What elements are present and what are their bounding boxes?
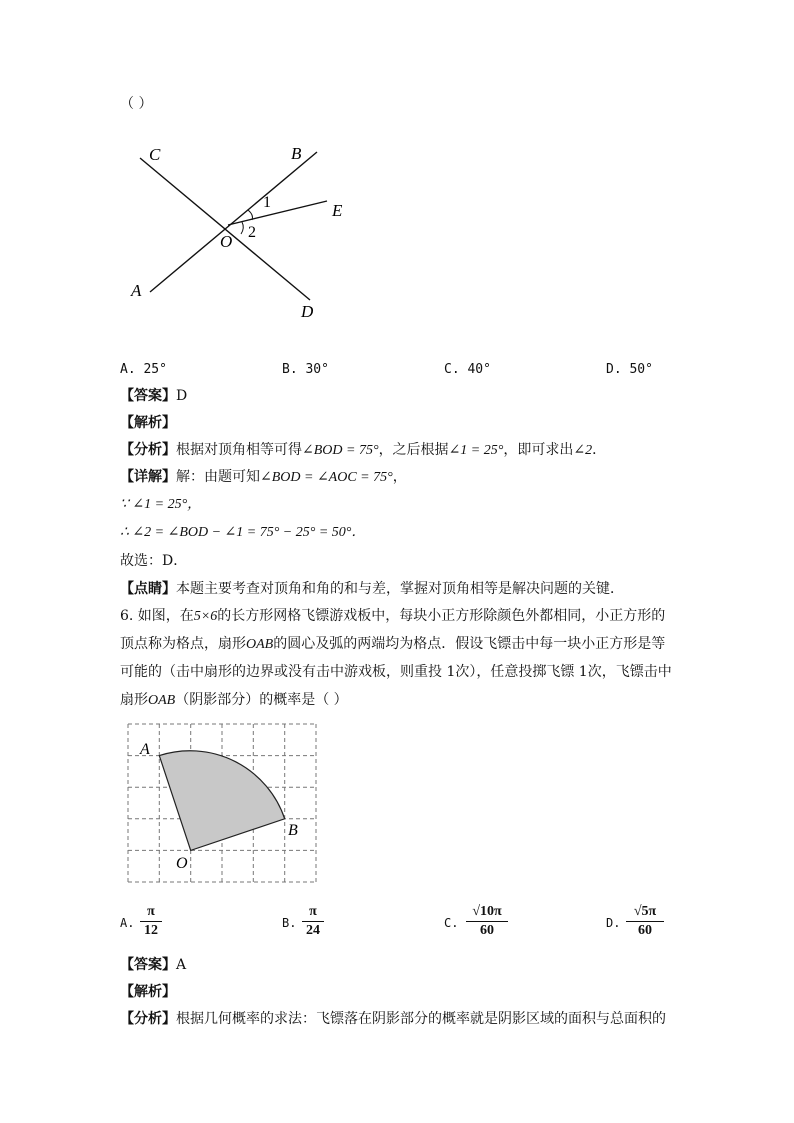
q6-answer: 【答案】A bbox=[120, 957, 187, 973]
q5-therefore-line: ∴ ∠2 = ∠BOD − ∠1 = 75° − 25° = 50°． bbox=[120, 525, 366, 540]
label-o: O bbox=[220, 232, 233, 251]
q6-option-a-fraction: π 12 bbox=[140, 904, 162, 939]
label-c: C bbox=[149, 145, 161, 164]
angle-arc-2 bbox=[241, 222, 243, 234]
q5-option-d: D. 50° bbox=[606, 362, 653, 377]
figure-intersecting-lines bbox=[120, 140, 360, 330]
q5-option-c: C. 40° bbox=[444, 362, 491, 377]
q6-option-d-letter: D. bbox=[606, 916, 621, 930]
label-a: A bbox=[131, 281, 142, 300]
shaded-sector-oab bbox=[159, 751, 284, 851]
q6-analysis-heading: 【解析】 bbox=[120, 984, 176, 1000]
figure-dartboard-grid bbox=[120, 718, 330, 890]
q6-option-a-letter: A. bbox=[120, 916, 135, 930]
q5-analysis-heading: 【解析】 bbox=[120, 415, 176, 431]
q6-line1: 6. 如图，在5×6的长方形网格飞镖游戏板中，每块小正方形除颜色外都相同，小正方形的 bbox=[120, 608, 666, 624]
ray-oe bbox=[228, 201, 327, 225]
label-d: D bbox=[301, 302, 314, 321]
line-ab bbox=[150, 152, 317, 292]
grid-label-o: O bbox=[176, 855, 188, 872]
grid-label-a: A bbox=[140, 741, 150, 758]
q5-since-line: ∵ ∠1 = 25°， bbox=[120, 497, 202, 512]
q6-option-c-letter: C. bbox=[444, 916, 459, 930]
question-bracket: （ ） bbox=[120, 96, 153, 112]
q5-xiangjie: 【详解】解：由题可知∠BOD = ∠AOC = 75°， bbox=[120, 469, 407, 485]
q5-answer: 【答案】D bbox=[120, 388, 188, 404]
q5-option-b: B. 30° bbox=[282, 362, 329, 377]
grid-label-b: B bbox=[288, 822, 298, 839]
q6-option-d-fraction: √5π 60 bbox=[626, 904, 664, 939]
label-e: E bbox=[332, 201, 343, 220]
label-2: 2 bbox=[248, 224, 256, 241]
q6-fenxi: 【分析】根据几何概率的求法：飞镖落在阴影部分的概率就是阴影区域的面积与总面积的 bbox=[120, 1011, 666, 1027]
q6-option-c-fraction: √10π 60 bbox=[466, 904, 508, 939]
angle-arc-1 bbox=[248, 210, 253, 220]
q6-line4: 扇形OAB（阴影部分）的概率是（ ） bbox=[120, 692, 348, 708]
label-1: 1 bbox=[263, 194, 271, 211]
q5-choose-line: 故选：D． bbox=[120, 553, 188, 569]
q6-option-b-letter: B. bbox=[282, 916, 297, 930]
q6-line3: 可能的（击中扇形的边界或没有击中游戏板，则重投 1次），任意投掷飞镖 1次，飞镖击中 bbox=[120, 664, 672, 680]
q5-option-a: A. 25° bbox=[120, 362, 167, 377]
q5-dianjing: 【点睛】本题主要考查对顶角和角的和与差，掌握对顶角相等是解决问题的关键． bbox=[120, 581, 624, 597]
q6-option-b-fraction: π 24 bbox=[302, 904, 324, 939]
q6-line2: 顶点称为格点，扇形OAB的圆心及弧的两端均为格点．假设飞镖击中每一块小正方形是等 bbox=[120, 636, 666, 652]
q5-fenxi: 【分析】根据对顶角相等可得∠BOD = 75°，之后根据∠1 = 25°，即可求出∠2． bbox=[120, 442, 607, 458]
label-b: B bbox=[291, 144, 302, 163]
